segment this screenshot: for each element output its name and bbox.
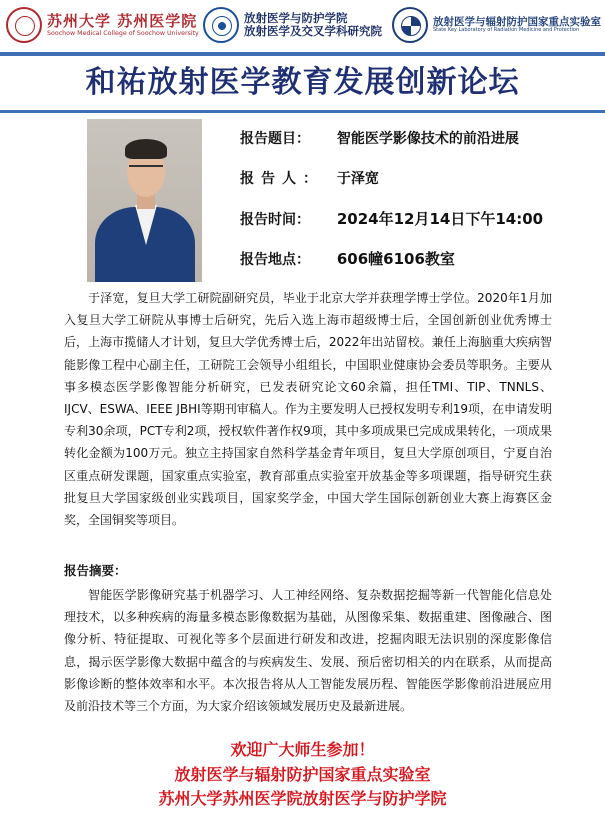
school-logo-line1: 放射医学与防护学院 bbox=[244, 10, 348, 25]
topic-label: 报告题目： bbox=[240, 131, 310, 147]
time-label: 报告时间： bbox=[240, 212, 310, 228]
lab-seal-icon bbox=[392, 7, 428, 43]
info-place bbox=[240, 248, 455, 269]
speaker-value: 于泽宽 bbox=[336, 171, 379, 187]
title-rule-bottom bbox=[0, 110, 605, 113]
closing-school: 苏州大学苏州医学院放射医学与防护学院 bbox=[158, 789, 447, 808]
header bbox=[0, 0, 605, 50]
place-value: 606幢6106教室 bbox=[336, 250, 455, 268]
lab-logo-name: 放射医学与辐射防护国家重点实验室 bbox=[433, 16, 601, 29]
speaker-photo bbox=[87, 119, 202, 282]
lab-logo-english: State Key Laboratory of Radiation Medicine and Protection bbox=[433, 27, 580, 34]
info-topic bbox=[240, 128, 519, 148]
school-logo-line2: 放射医学及交叉学科研究院 bbox=[244, 24, 382, 38]
speaker-bio: 于泽宽，复旦大学工研院副研究员，毕业于北京大学并获理学博士学位。2020年1月加入复旦大学工研院从事博士后研究，先后入选上海市超级博士后，全国创新创业优秀博士后，上海市揽储人才计划，复旦大学优秀博士后，2022年出站留校。兼任上海脑重大疾病智能影像工程中心副主任，工研院工会领导小组组长，中国职业健康协会委员等职务。主要从事多模态医学影像智能分析研究，已发表研究论文60余篇，担任TMI、TIP、TNNLS、IJCV、ESWA、IEEE JBHI等期刊审稿人。作为主要发明人已授权发明专利19项，在申请发明专利30余项，PCT专利2项，授权软件著作权9项，其中多项成果已完成成果转化，一项成果转化金额为100万元。独立主持国家自然科学基金青年项目，复旦大学原创项目，宁夏自治区重点研发课题，国家重点实验室，教育部重点实验室开放基金等多项课题，指导研究生获批复旦大学国家级创业实践项目，国家奖学金，中国大学生国际创新创业大赛上海赛区金奖，全国铜奖等项目。 bbox=[64, 291, 552, 528]
place-label: 报告地点： bbox=[240, 252, 310, 268]
title-rule-top bbox=[0, 52, 605, 56]
topic-value: 智能医学影像技术的前沿进展 bbox=[336, 131, 519, 147]
abstract-heading: 报告摘要： bbox=[64, 563, 127, 578]
info-speaker bbox=[240, 168, 379, 188]
suda-logo-name: 苏州大学 苏州医学院 bbox=[47, 11, 198, 30]
suda-seal-icon bbox=[6, 7, 42, 43]
school-seal-icon bbox=[203, 7, 239, 43]
suda-logo bbox=[6, 7, 199, 43]
abstract-text: 智能医学影像研究基于机器学习、人工神经网络、复杂数据挖掘等新一代智能化信息处理技术，以多种疾病的海量多模态影像数据为基础，从图像采集、数据重建、图像融合、图像分析、特征提取、可视化等多个层面进行研发和改进，挖掘肉眼无法识别的深度影像信息，揭示医学影像大数据中蕴含的与疾病发生、发展、预后密切相关的内在联系，从而提高影像诊断的整体效率和水平。本次报告将从人工智能发展历程、智能医学影像前沿进展应用及前沿技术等三个方面，为大家介绍该领域发展历史及最新进展。 bbox=[64, 588, 552, 714]
info-time bbox=[240, 208, 543, 229]
school-logo bbox=[203, 7, 382, 43]
closing-lab: 放射医学与辐射防护国家重点实验室 bbox=[174, 765, 431, 784]
suda-logo-english: Soochow Medical College of Soochow University bbox=[47, 30, 199, 37]
speaker-label: 报告人： bbox=[240, 171, 324, 187]
time-value: 2024年12月14日下午14:00 bbox=[336, 210, 544, 228]
closing-welcome: 欢迎广大师生参加！ bbox=[230, 740, 375, 759]
lab-logo bbox=[392, 7, 601, 43]
page-title: 和祐放射医学教育发展创新论坛 bbox=[85, 65, 520, 100]
